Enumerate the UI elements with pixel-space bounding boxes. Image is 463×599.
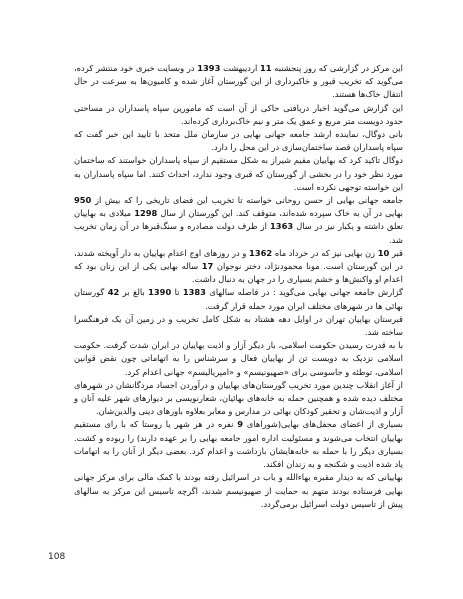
page-number: 108 bbox=[48, 552, 66, 562]
text-run: بهاییانی که به دیدار مقبره بهاءالله و باب در اسرائیل رفته بودند با کمک مالی برای مرکز جهانی بهایی فرستاده بودند متهم به حمایت از صهیونیسم شدند، اگرچه تاسیس این مرکز به سالهای پیش از تاسیس دولت اسرائیل برمی‌گردد. bbox=[74, 472, 403, 509]
text-run: بالغ بر bbox=[119, 287, 149, 298]
text-run: میلادی به بهاییان تعلق داشته و یکبار نیز در سال bbox=[74, 208, 403, 232]
text-run: این گزارش می‌گوید اخبار دریافتی حاکی از آن است که مامورین سپاه پاسداران در مساحتی حدود دویست متر مربع و عمق یک متر و نیم خاک‌برداری کرده‌اند. bbox=[74, 102, 403, 126]
bold-number: 950 bbox=[74, 195, 92, 206]
text-run: دوگال تاکید کرد که بهاییان مقیم شیراز به شکل مستقیم از سپاه پاسداران خواستند که ساختمان مورد نظر خود را در بخشی از گورستان که قبری وجود ندارد، احداث کنند. اما سپاه پاسداران به این خواسته توجهی نکرده است. bbox=[74, 155, 403, 192]
bold-number: 11 bbox=[260, 63, 272, 73]
text-run: در وبسایت خبری خود منتشر کرده، می‌گوید که تخریب قبور و خاکبرداری از این گورستان آغاز شده و کامیون‌ها به سرعت در حال انتقال خاک‌ها هستند. bbox=[74, 63, 403, 100]
bold-number: 10 bbox=[377, 247, 390, 258]
bold-number: 1383 bbox=[182, 287, 206, 298]
bold-number: 1393 bbox=[197, 63, 221, 73]
paragraph bbox=[74, 102, 403, 128]
text-run: گورستان بهائی ها در شهرهای مختلف ایران مورد حمله قرار گرفت. bbox=[74, 287, 403, 311]
text-run: گزارش جامعه جهانی بهایی می‌گوید : در فاصله سالهای bbox=[205, 287, 403, 298]
bold-number: 42 bbox=[107, 287, 120, 298]
text-run: تا bbox=[171, 287, 183, 298]
text-run: با به قدرت رسیدن حکومت اسلامی، بار دیگر آزار و اذیت بهاییان در ایران شدت گرفت. حکومت اسلامی نزدیک به دویست تن از بهاییان فعال و سرشناس را به اتهاماتی چون نقض قوانین اسلامی، توطئه و جاسوسی برای «صهیونیسم» و «امپریالیسم» جهانی اعدام کرد. bbox=[74, 340, 403, 377]
paragraph bbox=[74, 247, 403, 287]
text-run: اردیبهشت bbox=[220, 63, 261, 73]
text-run: ساله بهایی یکی از این زنان بود که اعدام او واکنش‌ها و خشم بسیاری را در جهان به دنبال داشت. bbox=[74, 261, 403, 285]
paragraph bbox=[74, 128, 403, 154]
text-run: بسیاری از اعضای محفل‌های بهایی(شوراهای bbox=[243, 419, 403, 430]
paragraph bbox=[74, 313, 403, 339]
paragraph bbox=[74, 154, 403, 194]
bold-number: 1362 bbox=[249, 247, 273, 258]
paragraph bbox=[74, 471, 403, 511]
text-run: بهایی در آن به خاک سپرده شده‌اند، متوقف کند. این گورستان از سال bbox=[157, 208, 403, 219]
text-run: بانی دوگال، نماینده ارشد جامعه جهانی بهایی در سازمان ملل متحد با تایید این خبر گفت که سپاه پاسداران قصد ساختمان‌سازی در این محل را دارد. bbox=[74, 129, 403, 153]
text-run: این مرکز در گزارشی که روز پنجشنبه bbox=[271, 63, 403, 73]
bold-number: 9 bbox=[237, 419, 244, 430]
paragraph bbox=[74, 339, 403, 379]
text-run: و در روزهای اوج اعدام بهاییان به دار آویخته شدند، در این گورستان است. مونا محمودنژاد، دختر نوجوان bbox=[74, 247, 403, 272]
paragraph bbox=[74, 379, 403, 419]
bold-number: 1298 bbox=[134, 208, 158, 219]
bold-number: 17 bbox=[201, 261, 214, 272]
text-run: قبرستان بهاییان تهران در اوایل دهه هشتاد به شکل کامل تخریب و در زمین آن یک فرهنگسرا ساخته شد. bbox=[74, 313, 403, 338]
paragraph bbox=[74, 418, 403, 471]
text-run: از طرف دولت مصادره و سنگ‌قبرها در آن زمان تخریب شد. bbox=[74, 221, 403, 245]
text-run: از آغاز انقلاب چندین مورد تخریب گورستان‌های بهاییان و درآوردن اجساد مردگانشان در شهرهای مختلف دیده شده و همچنین حمله به خانه‌های بهائیان، شعارنویسی بر دیوارهای شهر علیه آنان و آزار و اذیت‌شان و تحقیر کودکان بهائی در مدارس و معابر بعلاوه باورهای دینی والدین‌شان. bbox=[74, 379, 403, 417]
bold-number: 1390 bbox=[148, 287, 172, 298]
bold-number: 1363 bbox=[270, 221, 294, 232]
document-body bbox=[74, 62, 403, 511]
paragraph bbox=[74, 194, 403, 247]
text-run: قبر bbox=[389, 247, 404, 258]
text-run: جامعه جهانی بهایی از حسن روحانی خواسته تا تخریب این فضای تاریخی را که بیش از bbox=[91, 195, 403, 206]
text-run: زن بهایی نیز که در خرداد ماه bbox=[272, 247, 378, 258]
paragraph bbox=[74, 62, 403, 102]
text-run: نفره در هر شهر یا روستا که با رای مستقیم بهاییان انتخاب می‌شوند و مسئولیت اداره امور جامعه بهایی را بر عهده دارند) را ربوده و کشت. بسیاری دیگر را با حمله به خانه‌هایشان بازداشت و اعدام کرد. بعضی دیگر از آنان را به اتهامات یاد شده اذیت و شکنجه و به زندان افکند. bbox=[74, 419, 403, 470]
paragraph bbox=[74, 286, 403, 312]
